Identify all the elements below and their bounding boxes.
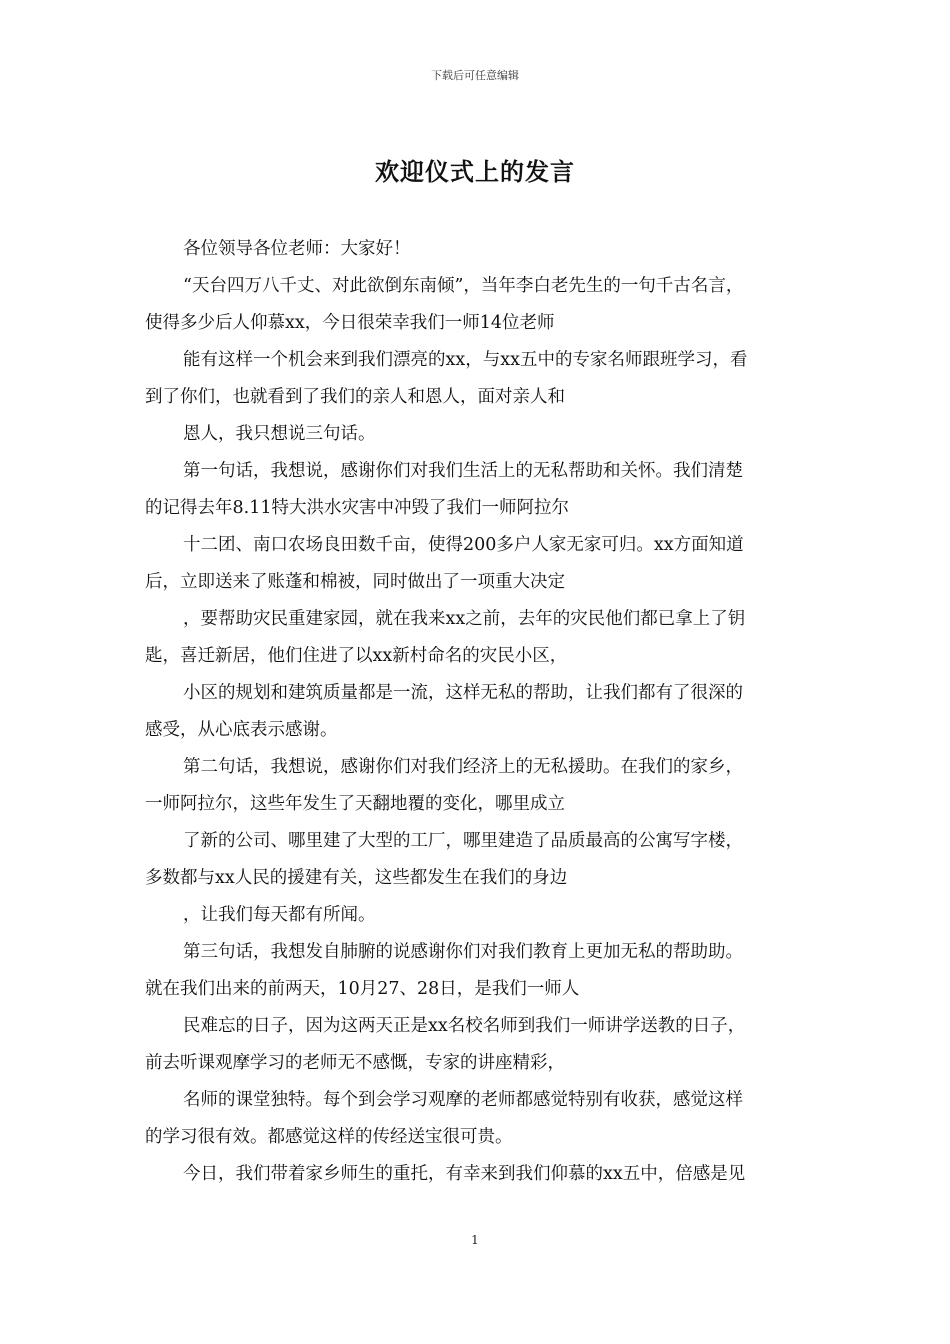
text-line: 十二团、南口农场良田数千亩，使得200多户人家无家可归。xx方面知道 bbox=[183, 535, 744, 555]
text-line: 一师阿拉尔，这些年发生了天翻地覆的变化，哪里成立 bbox=[145, 794, 565, 814]
text-line: 小区的规划和建筑质量都是一流，这样无私的帮助，让我们都有了很深的 bbox=[183, 683, 743, 703]
text-line: 前去听课观摩学习的老师无不感慨，专家的讲座精彩， bbox=[145, 1053, 565, 1073]
text-line: 第二句话，我想说，感谢你们对我们经济上的无私援助。在我们的家乡， bbox=[183, 757, 743, 777]
text-line: 使得多少后人仰慕xx，今日很荣幸我们一师14位老师 bbox=[145, 313, 555, 333]
text-line: ，让我们每天都有所闻。 bbox=[183, 905, 376, 925]
text-line: 各位领导各位老师：大家好！ bbox=[183, 239, 411, 259]
document-body bbox=[145, 231, 812, 1193]
text-line: 到了你们，也就看到了我们的亲人和恩人，面对亲人和 bbox=[145, 387, 565, 407]
text-line: “天台四万八千丈、对此欲倒东南倾”，当年李白老先生的一句千古名言， bbox=[183, 276, 744, 296]
text-line: 的学习很有效。都感觉这样的传经送宝很可贵。 bbox=[145, 1127, 513, 1147]
text-line: 了新的公司、哪里建了大型的工厂，哪里建造了品质最高的公寓写字楼， bbox=[183, 831, 743, 851]
text-line: 的记得去年8.11特大洪水灾害中冲毁了我们一师阿拉尔 bbox=[145, 498, 569, 518]
text-line: 就在我们出来的前两天，10月27、28日，是我们一师人 bbox=[145, 979, 580, 999]
text-line: 多数都与xx人民的援建有关，这些都发生在我们的身边 bbox=[145, 868, 568, 888]
text-line: 第三句话，我想发自肺腑的说感谢你们对我们教育上更加无私的帮助助。 bbox=[183, 942, 743, 962]
text-line: 后，立即送来了账蓬和棉被，同时做出了一项重大决定 bbox=[145, 572, 565, 592]
document-title: 欢迎仪式上的发言 bbox=[375, 157, 575, 186]
text-line: 名师的课堂独特。每个到会学习观摩的老师都感觉特别有收获，感觉这样 bbox=[183, 1090, 743, 1110]
text-line: 感受，从心底表示感谢。 bbox=[145, 720, 338, 740]
text-line: 恩人，我只想说三句话。 bbox=[183, 424, 376, 444]
page-number: 1 bbox=[471, 1233, 479, 1247]
text-line: ，要帮助灾民重建家园，就在我来xx之前，去年的灾民他们都已拿上了钥 bbox=[183, 609, 746, 629]
text-line: 匙，喜迁新居，他们住进了以xx新村命名的灾民小区， bbox=[145, 646, 568, 666]
text-line: 能有这样一个机会来到我们漂亮的xx，与xx五中的专家名师跟班学习，看 bbox=[183, 350, 748, 370]
text-line: 今日，我们带着家乡师生的重托，有幸来到我们仰慕的xx五中，倍感是见 bbox=[183, 1164, 746, 1184]
text-line: 民难忘的日子，因为这两天正是xx名校名师到我们一师讲学送教的日子， bbox=[183, 1016, 746, 1036]
text-line: 第一句话，我想说，感谢你们对我们生活上的无私帮助和关怀。我们清楚 bbox=[183, 461, 743, 481]
header-note: 下载后可任意编辑 bbox=[431, 69, 519, 82]
